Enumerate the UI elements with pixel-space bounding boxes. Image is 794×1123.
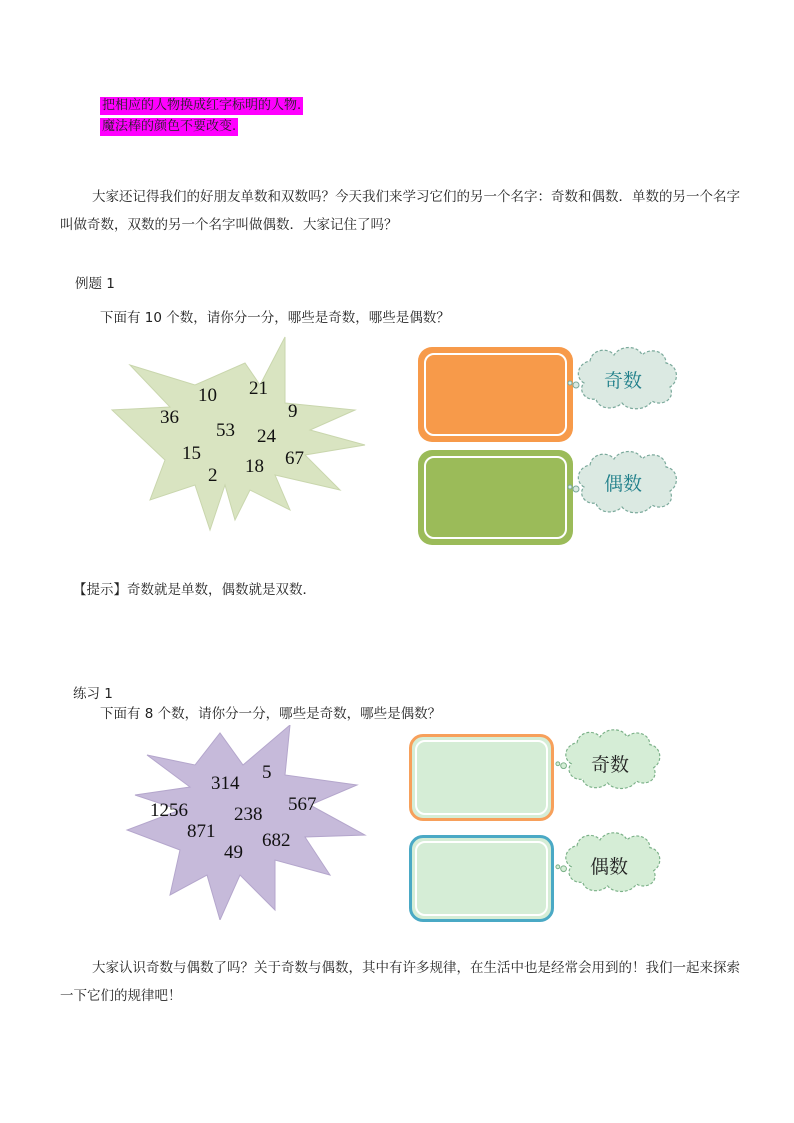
note-line-2: 魔法棒的颜色不要改变. <box>102 119 237 134</box>
outro-paragraph: 大家认识奇数与偶数了吗？关于奇数与偶数，其中有许多规律，在生活中也是经常会用到的！我们一起来探索一下它们的规律吧！ <box>60 960 740 1004</box>
even-answer-box[interactable] <box>418 450 573 545</box>
practice-number: 871 <box>187 821 216 842</box>
example-number: 67 <box>285 448 304 469</box>
practice-heading: 练习 1 <box>73 686 113 702</box>
practice-number: 238 <box>234 804 263 825</box>
example-number: 21 <box>249 378 268 399</box>
practice-number: 5 <box>262 762 272 783</box>
example-number: 15 <box>182 443 201 464</box>
practice-question: 下面有 8 个数，请你分一分，哪些是奇数，哪些是偶数？ <box>100 706 442 722</box>
example-number: 10 <box>198 385 217 406</box>
odd-label: 奇数 <box>604 370 643 392</box>
example-number: 18 <box>245 456 264 477</box>
practice-number: 1256 <box>150 800 188 821</box>
even-label: 偶数 <box>604 473 643 495</box>
practice-number: 682 <box>262 830 291 851</box>
example-heading: 例题 1 <box>75 276 115 292</box>
example-number: 24 <box>257 426 276 447</box>
practice-even-box[interactable] <box>409 835 554 922</box>
example-number: 36 <box>160 407 179 428</box>
example-number: 9 <box>288 401 298 422</box>
example-number: 53 <box>216 420 235 441</box>
practice-number: 49 <box>224 842 243 863</box>
practice-odd-box[interactable] <box>409 734 554 821</box>
example-number: 2 <box>208 465 218 486</box>
practice-number: 314 <box>211 773 240 794</box>
practice-even-label: 偶数 <box>590 856 629 878</box>
hint-text: 【提示】奇数就是单数，偶数就是双数． <box>73 582 316 598</box>
intro-paragraph: 大家还记得我们的好朋友单数和双数吗？今天我们来学习它们的另一个名字：奇数和偶数．单数的另一个名字叫做奇数，双数的另一个名字叫做偶数．大家记住了吗？ <box>60 189 740 233</box>
practice-odd-label: 奇数 <box>591 754 630 776</box>
note-line-1: 把相应的人物换成红字标明的人物. <box>102 98 302 113</box>
example-number-burst <box>110 335 370 535</box>
example-question: 下面有 10 个数，请你分一分，哪些是奇数，哪些是偶数？ <box>100 310 450 326</box>
practice-number: 567 <box>288 794 317 815</box>
odd-answer-box[interactable] <box>418 347 573 442</box>
